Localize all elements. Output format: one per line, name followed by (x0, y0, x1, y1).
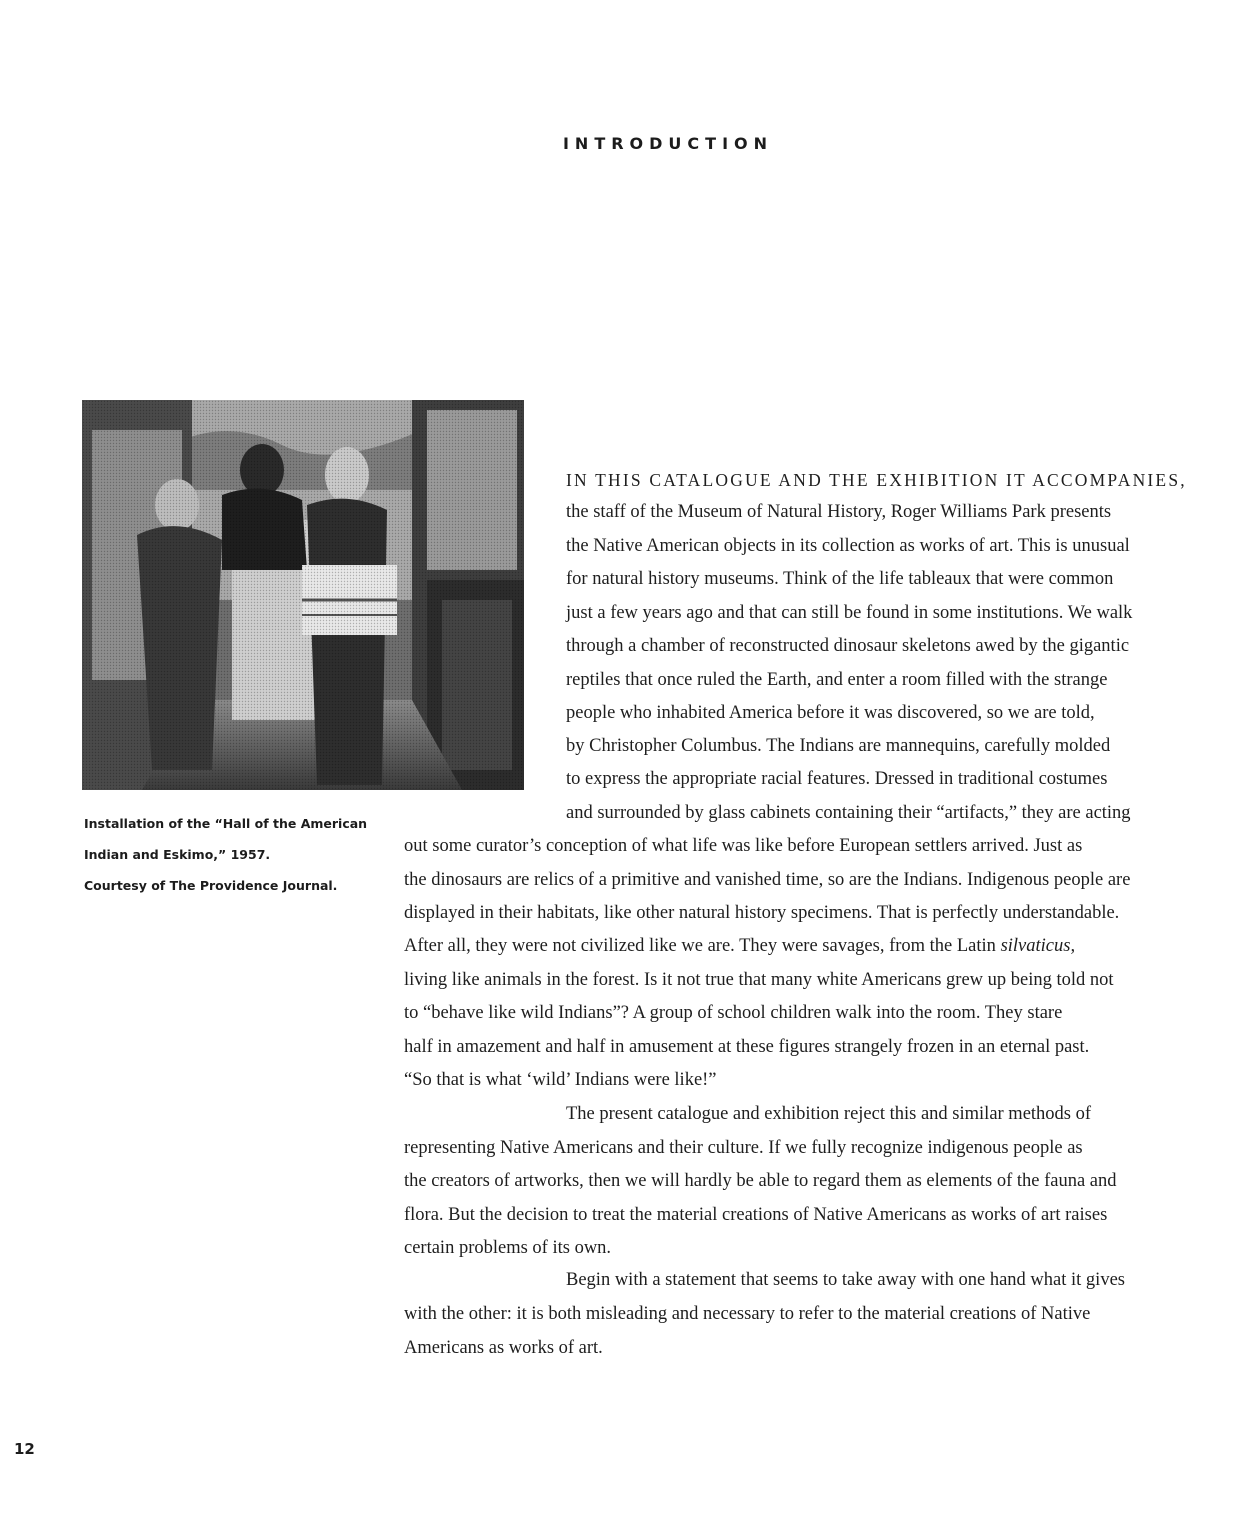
caption-line: Installation of the “Hall of the American (84, 816, 368, 831)
caption-line: Courtesy of The Providence Journal. (84, 878, 338, 893)
body-line: living like animals in the forest. Is it not true that many white Americans grew up being told not (404, 970, 1114, 990)
body-line (404, 936, 1075, 957)
body-line: to express the appropriate racial features. Dressed in traditional costumes (566, 769, 1108, 789)
body-line: flora. But the decision to treat the material creations of Native Americans as works of art raises (404, 1205, 1108, 1225)
body-line: the Native American objects in its collection as works of art. This is unusual (566, 536, 1130, 556)
body-line: through a chamber of reconstructed dinosaur skeletons awed by the gigantic (566, 636, 1130, 656)
lead-line: IN THIS CATALOGUE AND THE EXHIBITION IT ACCOMPANIES, (566, 470, 1187, 490)
body-line: reptiles that once ruled the Earth, and enter a room filled with the strange (566, 670, 1108, 690)
body-line: with the other: it is both misleading and necessary to refer to the material creations of Native (404, 1304, 1091, 1324)
body-line: the dinosaurs are relics of a primitive and vanished time, so are the Indians. Indigenous people are (404, 870, 1131, 890)
body-line: the creators of artworks, then we will hardly be able to regard them as elements of the fauna and (404, 1171, 1117, 1191)
body-line: to “behave like wild Indians”? A group of school children walk into the room. They stare (404, 1003, 1063, 1023)
body-line: people who inhabited America before it was discovered, so we are told, (566, 703, 1095, 723)
body-line: Begin with a statement that seems to take away with one hand what it gives (566, 1270, 1125, 1290)
body-line: the staff of the Museum of Natural History, Roger Williams Park presents (566, 502, 1112, 522)
body-line: certain problems of its own. (404, 1238, 612, 1258)
body-line-text: After all, they were not civilized like we are. They were savages, from the Latin (404, 936, 1001, 956)
body-line: and surrounded by glass cabinets containing their “artifacts,” they are acting (566, 803, 1131, 823)
body-line: just a few years ago and that can still be found in some institutions. We walk (566, 603, 1133, 623)
body-line: for natural history museums. Think of the life tableaux that were common (566, 569, 1114, 589)
page-number: 12 (14, 1440, 35, 1458)
latin-term: silvaticus, (1000, 936, 1076, 956)
caption-line: Indian and Eskimo,” 1957. (84, 847, 271, 862)
body-line: The present catalogue and exhibition reject this and similar methods of (566, 1104, 1092, 1124)
page-heading: INTRODUCTION (562, 134, 774, 153)
body-line: displayed in their habitats, like other natural history specimens. That is perfectly understandable. (404, 903, 1120, 923)
body-line: Americans as works of art. (404, 1338, 603, 1358)
body-line: representing Native Americans and their culture. If we fully recognize indigenous people as (404, 1138, 1083, 1158)
body-line: by Christopher Columbus. The Indians are mannequins, carefully molded (566, 736, 1111, 756)
body-line: “So that is what ‘wild’ Indians were like!” (404, 1070, 717, 1090)
body-line: out some curator’s conception of what life was like before European settlers arrived. Just as (404, 836, 1083, 856)
body-line: half in amazement and half in amusement at these figures strangely frozen in an eternal past. (404, 1037, 1090, 1057)
